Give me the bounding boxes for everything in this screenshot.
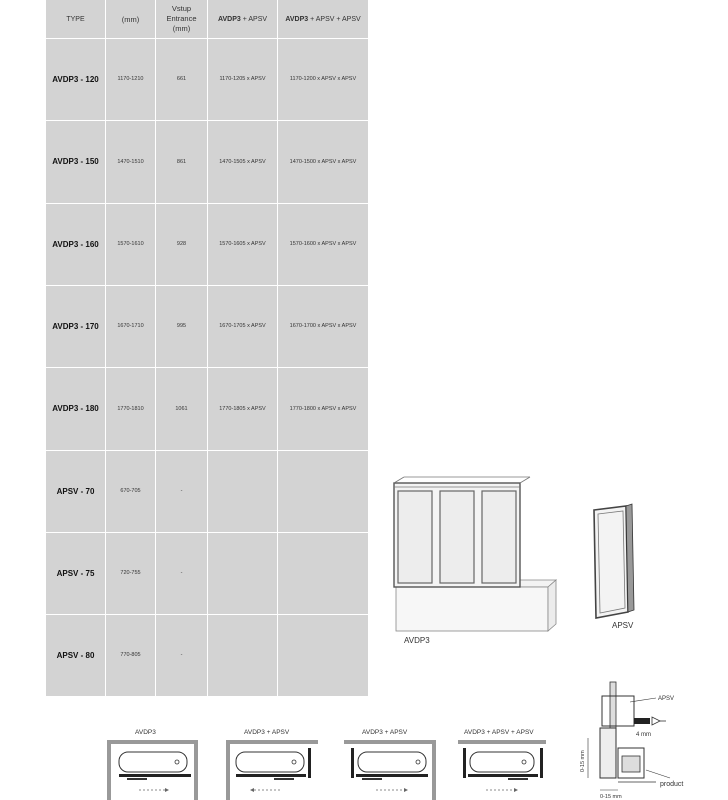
cell-avdp3-apsv-apsv <box>278 532 368 614</box>
cell-mm: 1470-1510 <box>106 120 156 203</box>
plan-avdp3-apsv-apsv <box>452 724 552 800</box>
table-header-row <box>46 0 368 39</box>
cell-entrance: - <box>156 532 208 614</box>
cell-type: AVDP3 - 180 <box>46 367 106 450</box>
cell-avdp3-apsv-apsv <box>278 450 368 532</box>
header-type: TYPE <box>46 0 106 38</box>
cell-avdp3-apsv: 1470-1505 x APSV <box>208 120 278 203</box>
spec-table <box>46 0 368 696</box>
table-row <box>46 450 368 533</box>
detail-gap-label: 4 mm <box>636 732 651 738</box>
cell-avdp3-apsv <box>208 532 278 614</box>
cell-entrance: - <box>156 614 208 696</box>
table-row <box>46 203 368 286</box>
header-mm: (mm) <box>106 0 156 38</box>
cell-type: AVDP3 - 160 <box>46 203 106 285</box>
plan-avdp3-apsv-1 <box>222 724 322 800</box>
cell-type: APSV - 75 <box>46 532 106 614</box>
cell-entrance: 928 <box>156 203 208 285</box>
cell-avdp3-apsv-apsv <box>278 614 368 696</box>
header-avdp3-apsv-apsv: AVDP3 + APSV + APSV <box>285 15 361 23</box>
cell-avdp3-apsv: 1170-1205 x APSV <box>208 38 278 120</box>
avdp3-illustration <box>390 475 562 650</box>
cell-type: AVDP3 - 150 <box>46 120 106 203</box>
cell-mm: 1770-1810 <box>106 367 156 450</box>
cell-type: AVDP3 - 170 <box>46 285 106 367</box>
cell-entrance: 861 <box>156 120 208 203</box>
table-row <box>46 120 368 204</box>
plan-avdp3 <box>105 724 200 800</box>
cell-avdp3-apsv <box>208 614 278 696</box>
table-row <box>46 285 368 368</box>
plan-label: AVDP3 + APSV <box>244 729 290 736</box>
cell-avdp3-apsv: 1570-1605 x APSV <box>208 203 278 285</box>
detail-product-label: product <box>660 781 684 788</box>
cell-avdp3-apsv: 1770-1805 x APSV <box>208 367 278 450</box>
avdp3-caption: AVDP3 <box>404 636 430 645</box>
plan-label: AVDP3 + APSV <box>362 729 408 736</box>
apsv-caption: APSV <box>612 621 634 630</box>
table-row <box>46 532 368 615</box>
cell-mm: 1570-1610 <box>106 203 156 285</box>
cell-type: AVDP3 - 120 <box>46 38 106 120</box>
plan-label: AVDP3 <box>135 729 156 736</box>
profile-detail <box>574 678 726 800</box>
cell-entrance: 661 <box>156 38 208 120</box>
cell-avdp3-apsv-apsv: 1570-1600 x APSV x APSV <box>289 241 357 247</box>
cell-type: APSV - 70 <box>46 450 106 532</box>
detail-horizontal-range: 0-15 mm <box>600 794 622 800</box>
cell-mm: 720-755 <box>106 532 156 614</box>
cell-mm: 1670-1710 <box>106 285 156 367</box>
cell-avdp3-apsv-apsv: 1670-1700 x APSV x APSV <box>289 323 357 329</box>
detail-vertical-range: 0-15 mm <box>580 750 586 772</box>
cell-avdp3-apsv-apsv: 1770-1800 x APSV x APSV <box>289 405 357 412</box>
table-row <box>46 367 368 451</box>
cell-entrance: - <box>156 450 208 532</box>
plan-label: AVDP3 + APSV + APSV <box>464 729 534 736</box>
cell-avdp3-apsv: 1670-1705 x APSV <box>208 285 278 367</box>
cell-avdp3-apsv <box>208 450 278 532</box>
cell-avdp3-apsv-apsv: 1470-1500 x APSV x APSV <box>289 158 357 165</box>
apsv-illustration <box>588 500 648 635</box>
cell-entrance: 995 <box>156 285 208 367</box>
header-avdp3-apsv: AVDP3 + APSV <box>208 0 278 38</box>
cell-type: APSV - 80 <box>46 614 106 696</box>
cell-entrance: 1061 <box>156 367 208 450</box>
plan-avdp3-apsv-2 <box>340 724 440 800</box>
cell-mm: 1170-1210 <box>106 38 156 120</box>
table-row <box>46 614 368 696</box>
cell-mm: 670-705 <box>106 450 156 532</box>
cell-avdp3-apsv-apsv: 1170-1200 x APSV x APSV <box>289 76 357 82</box>
cell-mm: 770-805 <box>106 614 156 696</box>
header-entrance: Vstup Entrance (mm) <box>156 0 208 38</box>
table-row <box>46 38 368 121</box>
detail-apsv-label: APSV <box>658 696 675 702</box>
